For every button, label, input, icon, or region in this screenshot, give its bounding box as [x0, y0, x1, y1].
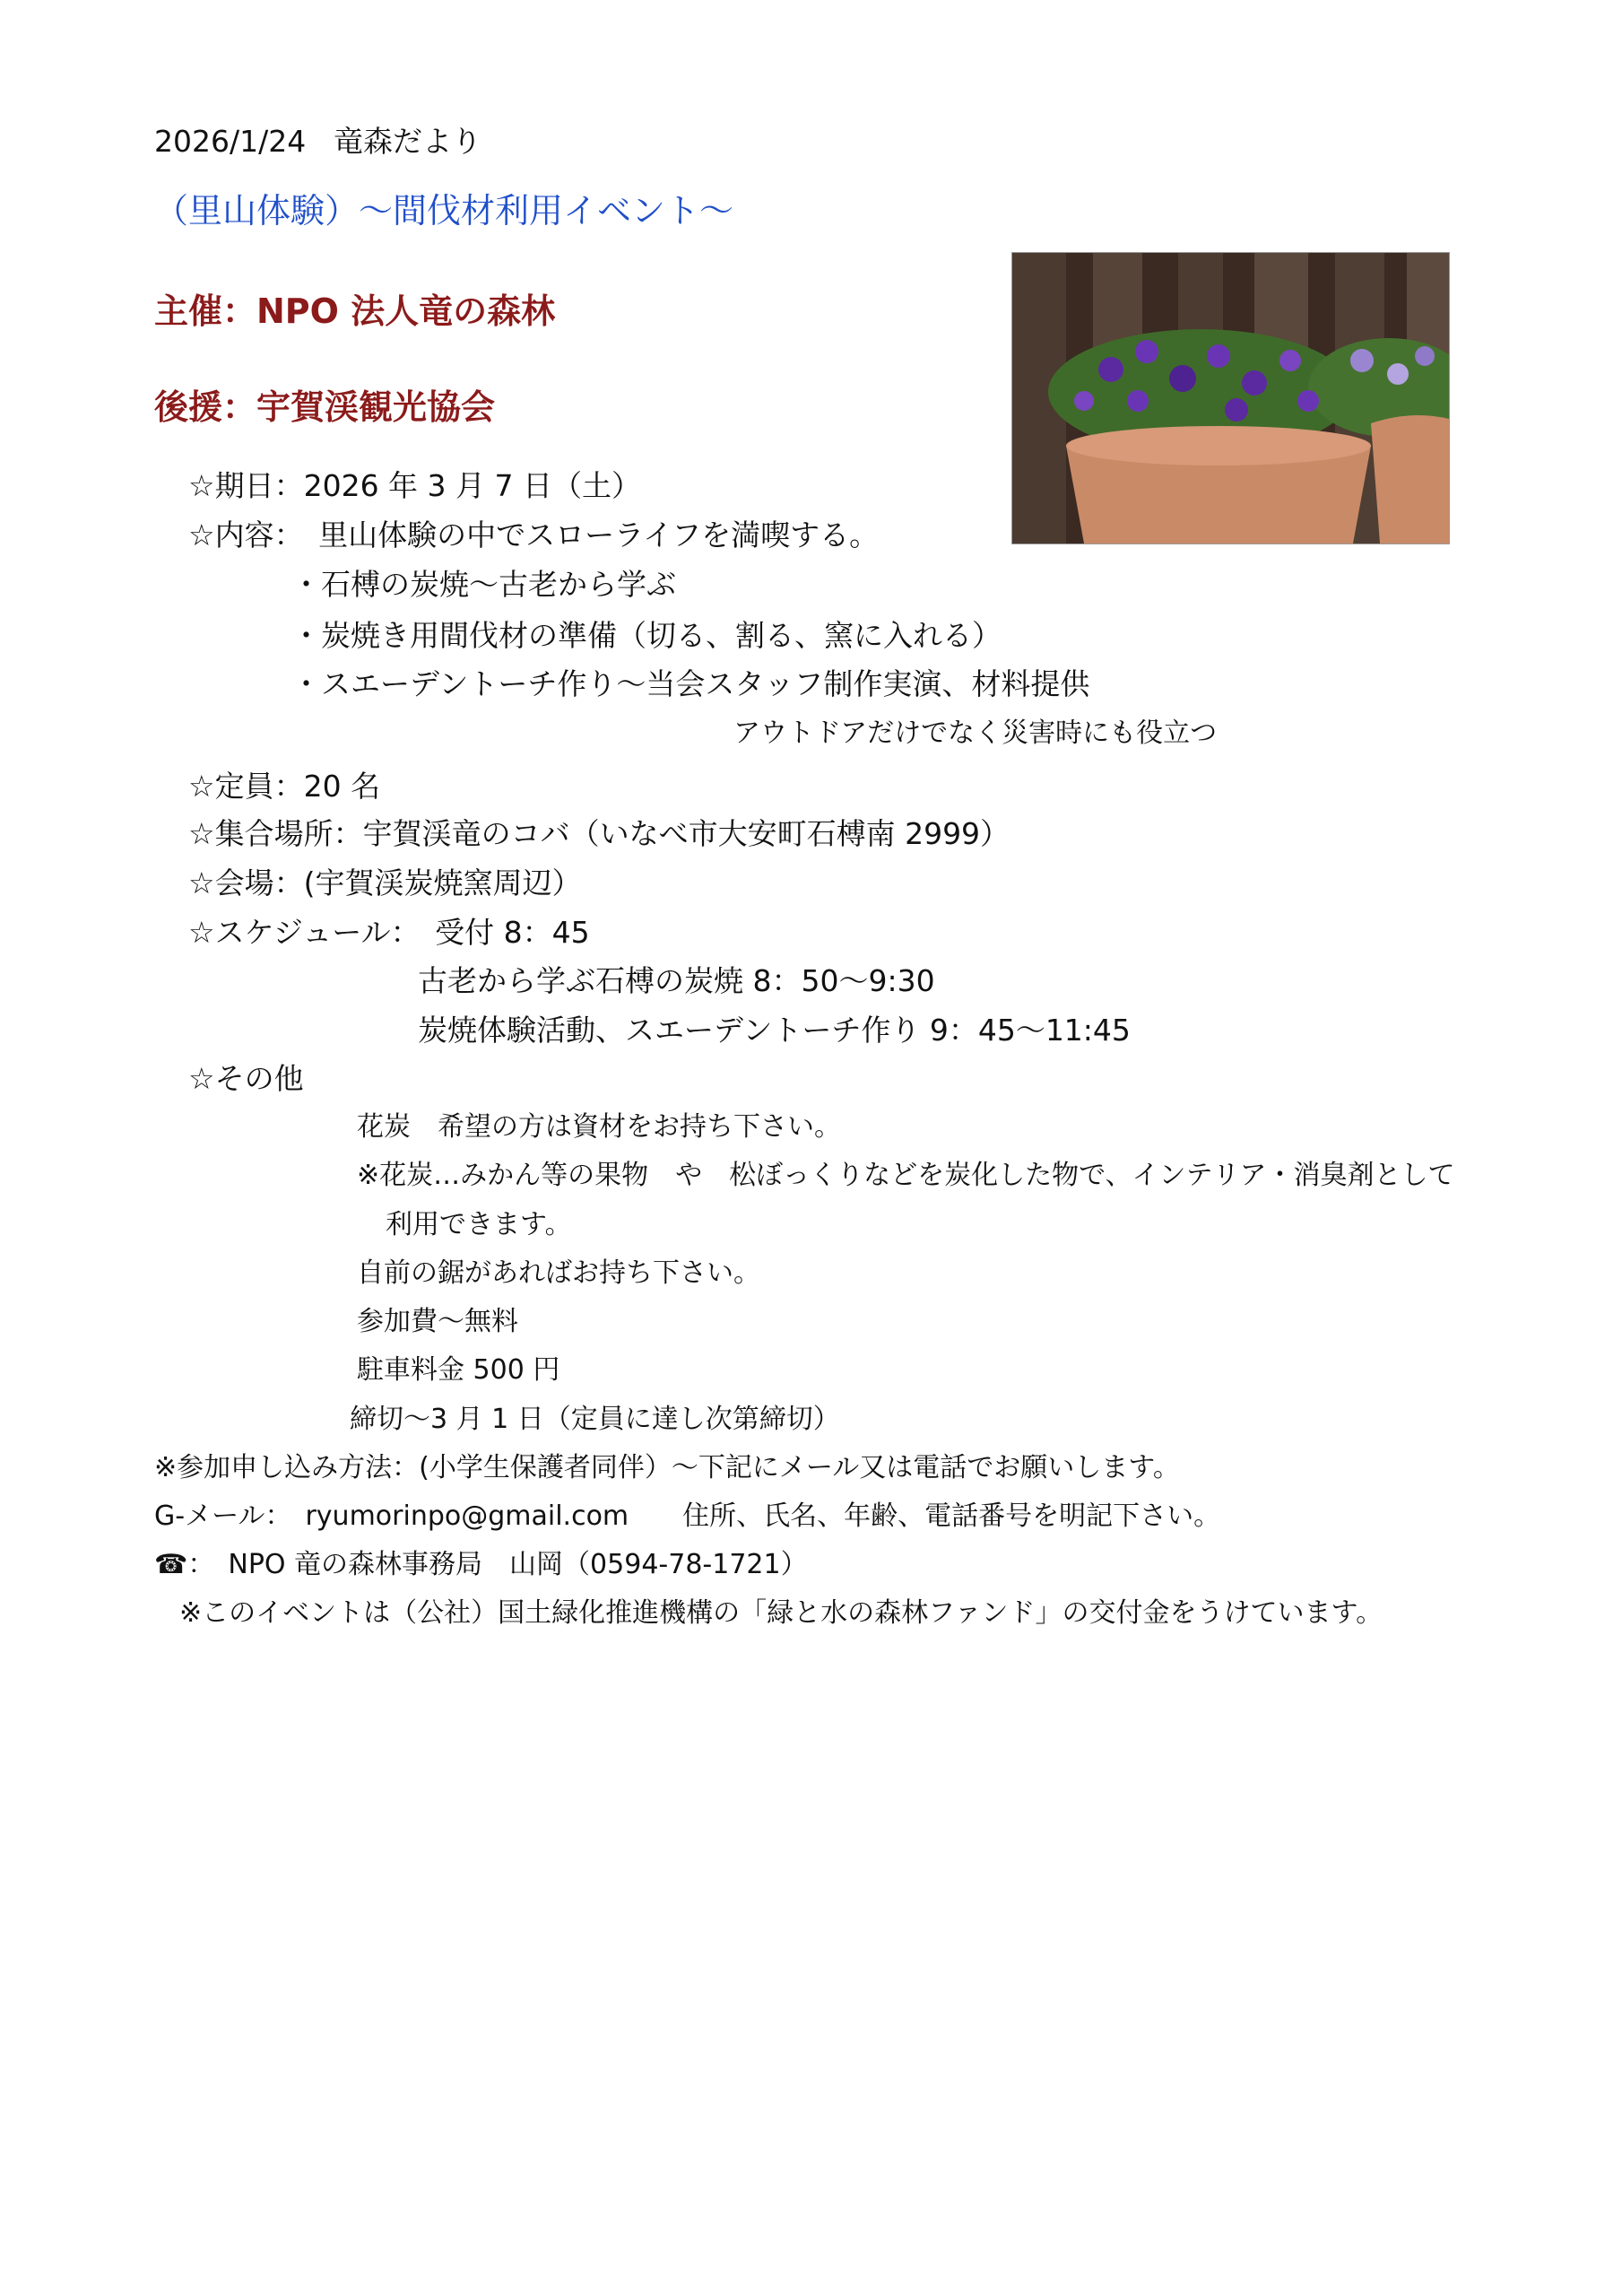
other-item: 駐車料金 500 円 — [357, 1354, 560, 1386]
other-item: 締切～3 月 1 日（定員に達し次第締切） — [350, 1404, 840, 1435]
application-method: ※参加申し込み方法：(小学生保護者同伴）～下記にメール又は電話でお願いします。 — [154, 1452, 1180, 1483]
application-phone-line — [154, 1549, 808, 1581]
application-email: G-メール： ryumorinpo@gmail.com 住所、氏名、年齢、電話番号を明記下さい。 — [154, 1500, 1221, 1532]
event-content: ☆内容： 里山体験の中でスローライフを満喫する。 — [188, 517, 880, 552]
grant-note: ※このイベントは（公社）国土緑化推進機構の「緑と水の森林ファンド」の交付金をうけています。 — [179, 1597, 1383, 1629]
schedule-item: 炭焼体験活動、スエーデントーチ作り 9：45～11:45 — [418, 1013, 1131, 1048]
venue: ☆会場：(宇賀渓炭焼窯周辺） — [188, 865, 582, 900]
newsletter-name: 竜森だより — [334, 124, 481, 159]
phone-icon: ☎ — [154, 1549, 188, 1580]
schedule-label: ☆スケジュール： 受付 8：45 — [188, 915, 590, 950]
event-title: （里山体験）～間伐材利用イベント～ — [154, 191, 734, 230]
schedule-item: 古老から学ぶ石榑の炭焼 8：50～9:30 — [418, 963, 935, 998]
organizer: 主催：NPO 法人竜の森林 — [154, 291, 556, 331]
meeting-place: ☆集合場所：宇賀渓竜のコバ（いなべ市大安町石榑南 2999） — [188, 816, 1010, 851]
other-item: ※花炭…みかん等の果物 や 松ぼっくりなどを炭化した物で、インテリア・消臭剤として — [357, 1160, 1455, 1191]
other-item: 花炭 希望の方は資材をお持ち下さい。 — [357, 1111, 841, 1143]
capacity: ☆定員：20 名 — [188, 769, 381, 804]
other-label: ☆その他 — [188, 1061, 304, 1096]
application-phone: ： NPO 竜の森林事務局 山岡（0594-78-1721） — [187, 1549, 808, 1580]
header-date: 2026/1/24 — [154, 124, 307, 159]
sponsor: 後援：宇賀渓観光協会 — [154, 387, 496, 427]
other-item: 利用できます。 — [386, 1209, 572, 1240]
event-date: ☆期日：2026 年 3 月 7 日（土） — [188, 468, 642, 503]
content-item: ・石榑の炭焼～古老から学ぶ — [291, 567, 676, 602]
content-note: アウトドアだけでなく災害時にも役立つ — [733, 718, 1218, 749]
pansy-flower-pot-photo — [1011, 252, 1450, 544]
other-item: 自前の鋸があればお持ち下さい。 — [357, 1257, 760, 1289]
content-item: ・炭焼き用間伐材の準備（切る、割る、窯に入れる） — [291, 618, 1002, 653]
content-item: ・スエーデントーチ作り～当会スタッフ制作実演、材料提供 — [291, 666, 1090, 701]
other-item: 参加費～無料 — [357, 1306, 518, 1337]
